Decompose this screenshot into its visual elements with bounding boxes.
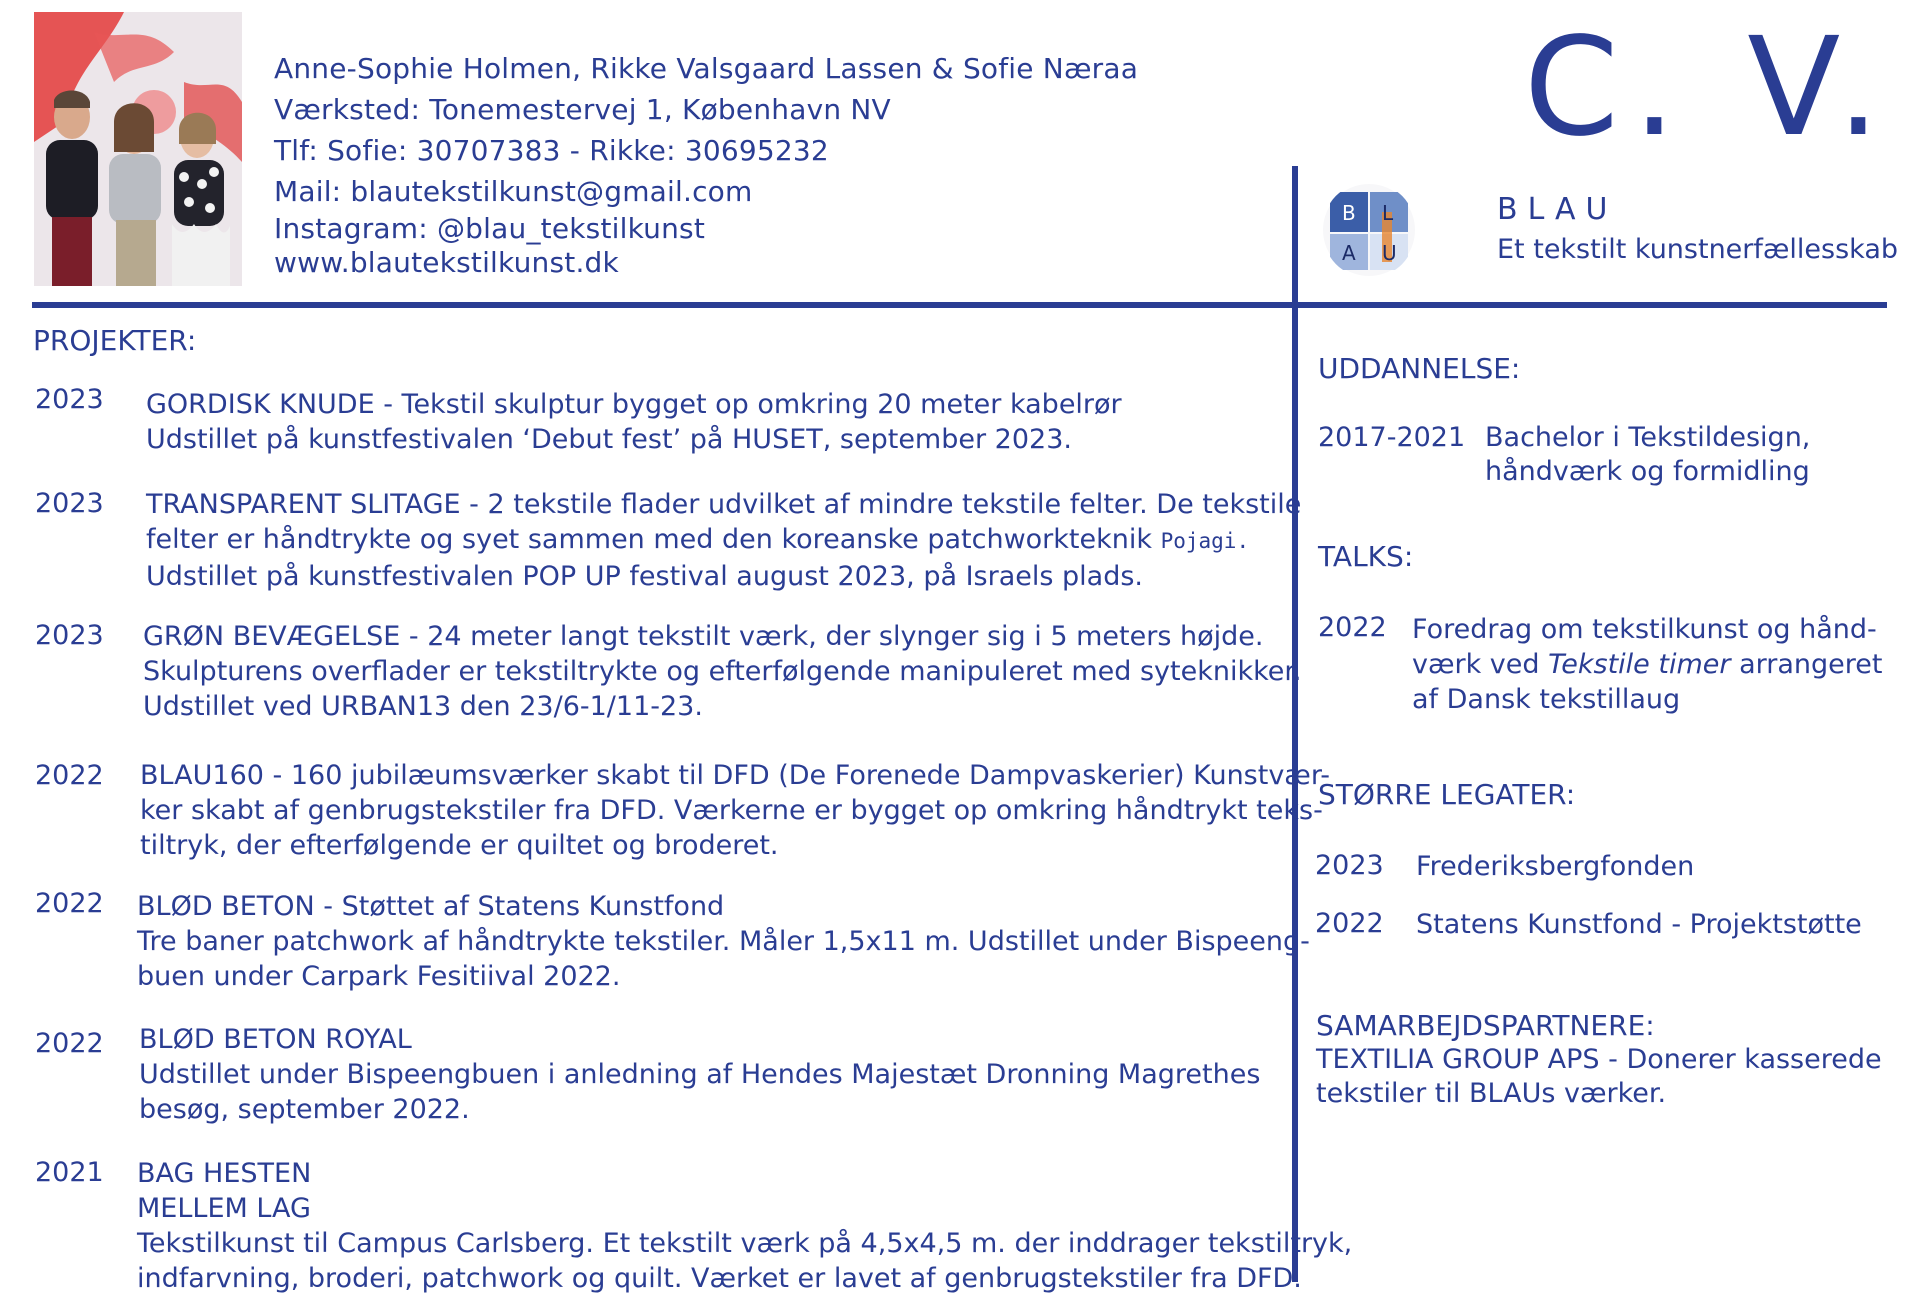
contact-info: [274, 48, 1138, 280]
project-line: BLAU160 - 160 jubilæumsværker skabt til DFD (De Forenede Dampvaskerier) Kunstvær-: [140, 760, 1330, 791]
contact-mail: Mail: blautekstilkunst@gmail.com: [274, 175, 753, 208]
project-entry: [137, 1156, 1352, 1296]
blau-logo-image: [1322, 182, 1416, 278]
talks-text: værk ved: [1412, 649, 1549, 680]
brand-name: BLAU: [1497, 192, 1618, 227]
education-line: håndværk og formidling: [1485, 456, 1810, 487]
partners-line: TEXTILIA GROUP APS - Donerer kasserede: [1316, 1044, 1882, 1075]
project-year: 2023: [35, 488, 104, 519]
grant-year: 2022: [1315, 908, 1384, 939]
project-line: Udstillet ved URBAN13 den 23/6-1/11-23.: [143, 691, 703, 722]
talks-event-name: Tekstile timer: [1548, 649, 1731, 680]
talks-entry: [1412, 612, 1882, 717]
project-entry: [140, 758, 1330, 863]
artists-photo: [34, 12, 242, 286]
project-line: Udstillet på kunstfestivalen POP UP festival august 2023, på Israels plads.: [146, 561, 1143, 592]
technique-name: Pojagi.: [1160, 529, 1250, 553]
project-line: GORDISK KNUDE - Tekstil skulptur bygget op omkring 20 meter kabelrør: [146, 389, 1122, 420]
project-line: Tre baner patchwork af håndtrykte tekstiler. Måler 1,5x11 m. Udstillet under Bispeeng-: [137, 926, 1310, 957]
project-year: 2022: [35, 760, 104, 791]
grant-year: 2023: [1315, 850, 1384, 881]
project-line: Skulpturens overflader er tekstiltrykte og efterfølgende manipuleret med syteknikker.: [143, 656, 1302, 687]
project-entry: [146, 487, 1301, 594]
projects-heading: PROJEKTER:: [33, 324, 197, 357]
blau-logo: [1322, 182, 1416, 278]
talks-year: 2022: [1318, 612, 1387, 643]
horizontal-divider: [32, 302, 1887, 308]
project-entry: [139, 1022, 1260, 1127]
project-line: GRØN BEVÆGELSE - 24 meter langt tekstilt værk, der slynger sig i 5 meters højde.: [143, 621, 1264, 652]
logo-letter-u: U: [1382, 241, 1397, 265]
contact-workshop: Værksted: Tonemestervej 1, København NV: [274, 93, 891, 126]
talks-heading: TALKS:: [1318, 540, 1414, 573]
contact-instagram: Instagram: @blau_tekstilkunst: [274, 212, 705, 245]
project-line: [146, 522, 1301, 559]
project-year: 2023: [35, 384, 104, 415]
project-year: 2021: [35, 1157, 104, 1188]
contact-phone: Tlf: Sofie: 30707383 - Rikke: 30695232: [274, 134, 829, 167]
project-entry: [137, 889, 1310, 994]
project-line: ker skabt af genbrugstekstiler fra DFD. Værkerne er bygget op omkring håndtrykt teks-: [140, 795, 1323, 826]
logo-letter-l: L: [1382, 201, 1394, 225]
cv-title: C. V.: [1523, 9, 1894, 167]
talks-text: arrangeret: [1730, 649, 1883, 680]
project-entry: [143, 619, 1302, 724]
artists-photo-illustration: [34, 12, 242, 286]
vertical-divider: [1292, 166, 1298, 1282]
contact-names: Anne-Sophie Holmen, Rikke Valsgaard Lassen & Sofie Næraa: [274, 52, 1139, 85]
education-heading: UDDANNELSE:: [1318, 352, 1521, 385]
project-line: BLØD BETON - Støttet af Statens Kunstfond: [137, 891, 725, 922]
project-line: MELLEM LAG: [137, 1193, 311, 1224]
partners-entry: [1316, 1043, 1882, 1111]
project-line: TRANSPARENT SLITAGE - 2 tekstile flader udvilket af mindre tekstile felter. De tekstile: [146, 489, 1302, 520]
logo-letter-a: A: [1342, 241, 1356, 265]
talks-line: Foredrag om tekstilkunst og hånd-: [1412, 614, 1877, 645]
brand-tagline: Et tekstilt kunstnerfællesskab: [1497, 234, 1899, 265]
project-year: 2023: [35, 620, 104, 651]
partners-heading: SAMARBEJDSPARTNERE:: [1316, 1009, 1655, 1042]
project-line: besøg, september 2022.: [139, 1094, 470, 1125]
contact-website: www.blautekstilkunst.dk: [274, 246, 619, 279]
project-line: BAG HESTEN: [137, 1158, 312, 1189]
education-entry: [1485, 421, 1810, 489]
project-line: Udstillet på kunstfestivalen ‘Debut fest’ på HUSET, september 2023.: [146, 424, 1072, 455]
partners-line: tekstiler til BLAUs værker.: [1316, 1078, 1667, 1109]
project-entry: [146, 387, 1122, 457]
grant-name: Statens Kunstfond - Projektstøtte: [1416, 909, 1862, 940]
project-line: tiltryk, der efterfølgende er quiltet og broderet.: [140, 830, 779, 861]
project-year: 2022: [35, 1028, 104, 1059]
education-year: 2017-2021: [1318, 422, 1466, 453]
education-line: Bachelor i Tekstildesign,: [1485, 422, 1811, 453]
talks-line: af Dansk tekstillaug: [1412, 684, 1681, 715]
grants-heading: STØRRE LEGATER:: [1318, 778, 1576, 811]
project-line: Udstillet under Bispeengbuen i anledning af Hendes Majestæt Dronning Magrethes: [139, 1059, 1261, 1090]
project-line: BLØD BETON ROYAL: [139, 1024, 412, 1055]
talks-line: [1412, 647, 1882, 682]
project-line: buen under Carpark Fesitiival 2022.: [137, 961, 621, 992]
project-line: Tekstilkunst til Campus Carlsberg. Et tekstilt værk på 4,5x4,5 m. der inddrager tekstiltryk,: [137, 1228, 1353, 1259]
grant-name: Frederiksbergfonden: [1416, 851, 1695, 882]
project-year: 2022: [35, 888, 104, 919]
logo-letter-b: B: [1342, 201, 1356, 225]
project-line: indfarvning, broderi, patchwork og quilt. Værket er lavet af genbrugstekstiler fra DFD.: [137, 1263, 1302, 1294]
project-line-text: felter er håndtrykte og syet sammen med den koreanske patchworkteknik: [146, 524, 1161, 555]
